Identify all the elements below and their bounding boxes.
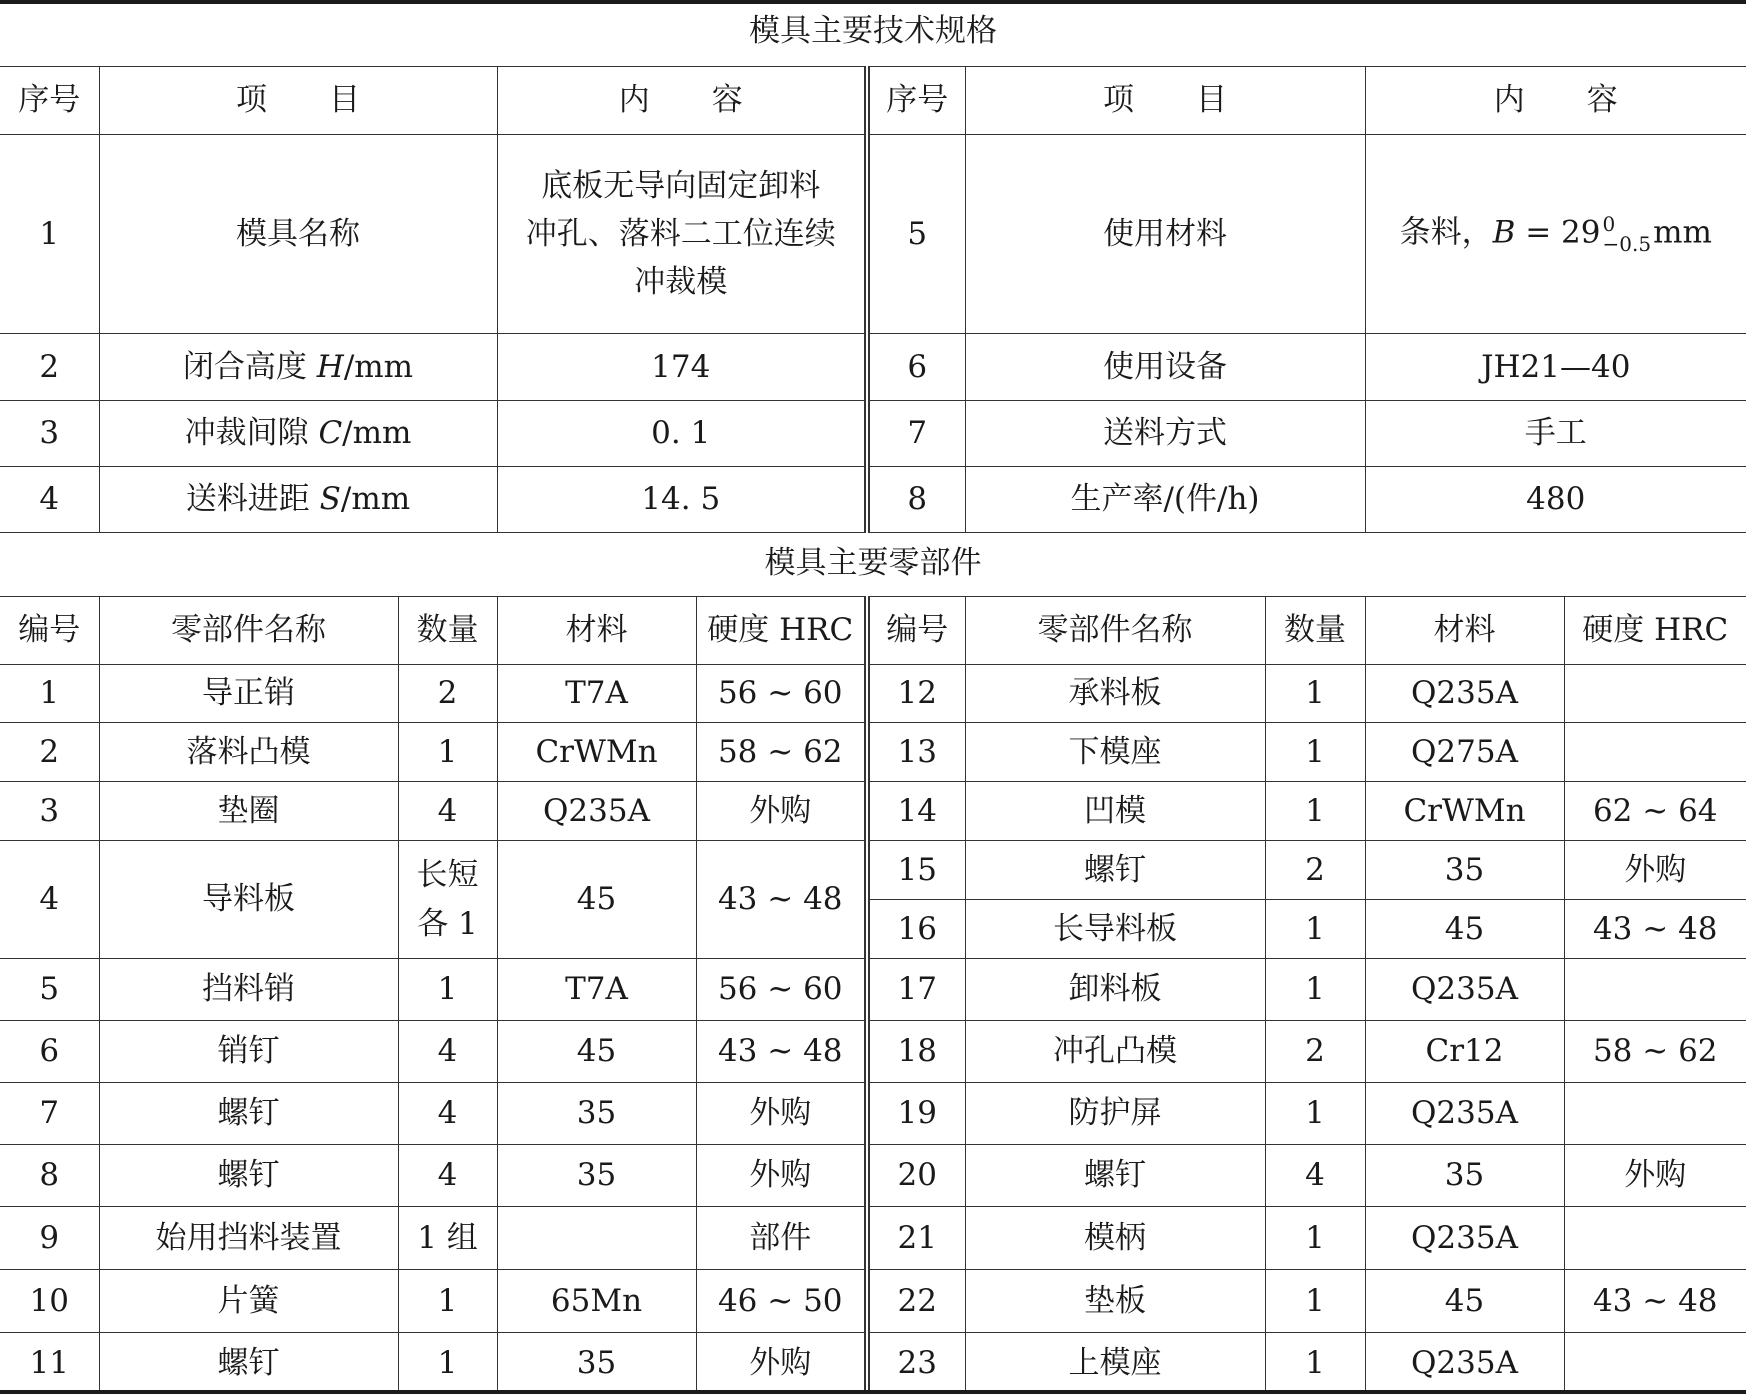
parts-row	[0, 1270, 1746, 1333]
part-hardness: 外购	[696, 1083, 867, 1145]
part-name: 凹模	[965, 782, 1265, 841]
tolerance	[1603, 214, 1652, 254]
spec-content	[497, 135, 867, 334]
part-no: 14	[867, 782, 965, 841]
part-name: 垫板	[965, 1270, 1265, 1333]
part-qty: 4	[398, 1021, 497, 1083]
part-hardness	[1564, 723, 1746, 782]
spec-item-text: 闭合高度	[182, 348, 317, 385]
part-material: 45	[1365, 900, 1564, 959]
spec-no: 2	[0, 334, 99, 401]
part-no: 22	[867, 1270, 965, 1333]
spec-content-line: 底板无导向固定卸料	[541, 167, 821, 204]
tolerance-upper: 0	[1602, 212, 1616, 236]
part-qty: 4	[398, 782, 497, 841]
parts-header-qty-2: 数量	[1265, 597, 1365, 665]
part-material: Q235A	[497, 782, 696, 841]
part-qty: 1	[1265, 665, 1365, 723]
spec-header-no-2: 序号	[867, 67, 965, 135]
part-qty-line: 各 1	[417, 905, 478, 942]
spec-item-2: 生产率/(件/h)	[965, 467, 1365, 533]
spec-item-2: 送料方式	[965, 401, 1365, 467]
part-material: 35	[497, 1145, 696, 1207]
part-qty: 1	[1265, 900, 1365, 959]
part-no: 16	[867, 900, 965, 959]
part-material: T7A	[497, 665, 696, 723]
part-material: Q235A	[1365, 665, 1564, 723]
parts-table	[0, 596, 1746, 1394]
spec-content-2: 手工	[1365, 401, 1746, 467]
part-material: CrWMn	[1365, 782, 1564, 841]
part-qty: 1	[1265, 782, 1365, 841]
spec-item-symbol: H	[316, 348, 344, 385]
part-hardness: 外购	[1564, 1145, 1746, 1207]
spec-item-unit: /mm	[342, 415, 412, 452]
part-hardness	[1564, 959, 1746, 1021]
part-qty: 4	[398, 1145, 497, 1207]
spec-no-2: 6	[867, 334, 965, 401]
spec-content-line: 冲裁模	[634, 264, 728, 301]
part-name: 螺钉	[965, 841, 1265, 900]
parts-header-hardness: 硬度 HRC	[696, 597, 867, 665]
part-name: 下模座	[965, 723, 1265, 782]
part-qty: 1	[1265, 1333, 1365, 1394]
part-hardness: 62 ~ 64	[1564, 782, 1746, 841]
spec-header-content-2: 内 容	[1365, 67, 1746, 135]
part-no: 11	[0, 1333, 99, 1394]
part-hardness: 外购	[696, 1145, 867, 1207]
spec-content: 14. 5	[497, 467, 867, 533]
spec-table	[0, 66, 1746, 533]
part-name: 导料板	[99, 841, 398, 959]
part-hardness: 56 ~ 60	[696, 665, 867, 723]
part-no: 12	[867, 665, 965, 723]
part-name: 片簧	[99, 1270, 398, 1333]
spec-item-text: 送料进距	[185, 481, 320, 518]
spec-row	[0, 135, 1746, 334]
width-symbol: B	[1492, 214, 1516, 251]
width-unit: mm	[1653, 214, 1712, 251]
spec-header-item: 项 目	[99, 67, 497, 135]
part-no: 15	[867, 841, 965, 900]
part-material: 35	[497, 1333, 696, 1394]
spec-no-2: 7	[867, 401, 965, 467]
parts-header-name: 零部件名称	[99, 597, 398, 665]
part-material: 45	[497, 841, 696, 959]
spec-content-line: 冲孔、落料二工位连续	[525, 215, 836, 252]
part-name: 螺钉	[99, 1145, 398, 1207]
part-no: 10	[0, 1270, 99, 1333]
part-hardness	[1564, 1333, 1746, 1394]
part-hardness	[1564, 665, 1746, 723]
part-hardness: 58 ~ 62	[696, 723, 867, 782]
parts-header-material-2: 材料	[1365, 597, 1564, 665]
part-hardness: 43 ~ 48	[1564, 900, 1746, 959]
part-qty: 1 组	[398, 1207, 497, 1270]
part-no: 3	[0, 782, 99, 841]
part-qty-line: 长短	[416, 857, 479, 894]
spec-content: 174	[497, 334, 867, 401]
parts-row	[0, 959, 1746, 1021]
part-name: 螺钉	[99, 1333, 398, 1394]
parts-row	[0, 1021, 1746, 1083]
bottom-rule	[0, 1390, 1746, 1394]
part-name: 长导料板	[965, 900, 1265, 959]
part-material: Q235A	[1365, 959, 1564, 1021]
parts-header-no-2: 编号	[867, 597, 965, 665]
spec-caption: 模具主要技术规格	[749, 13, 997, 49]
spec-row	[0, 467, 1746, 533]
parts-caption: 模具主要零部件	[764, 545, 982, 581]
spec-no-2: 5	[867, 135, 965, 334]
part-no: 19	[867, 1083, 965, 1145]
part-qty: 1	[1265, 723, 1365, 782]
part-qty: 1	[398, 959, 497, 1021]
part-name: 卸料板	[965, 959, 1265, 1021]
part-hardness	[1564, 1083, 1746, 1145]
part-hardness: 部件	[696, 1207, 867, 1270]
parts-header-hardness-2: 硬度 HRC	[1564, 597, 1746, 665]
part-material: Q235A	[1365, 1333, 1564, 1394]
part-no: 20	[867, 1145, 965, 1207]
spec-no: 4	[0, 467, 99, 533]
part-name: 垫圈	[99, 782, 398, 841]
part-hardness: 43 ~ 48	[696, 841, 867, 959]
parts-row	[0, 1083, 1746, 1145]
part-material: Cr12	[1365, 1021, 1564, 1083]
part-qty: 1	[1265, 959, 1365, 1021]
spec-no: 3	[0, 401, 99, 467]
part-hardness: 46 ~ 50	[696, 1270, 867, 1333]
part-material: 35	[1365, 841, 1564, 900]
part-material: Q235A	[1365, 1207, 1564, 1270]
part-qty: 2	[1265, 841, 1365, 900]
parts-row	[0, 841, 1746, 900]
spec-header-no: 序号	[0, 67, 99, 135]
spec-item	[99, 401, 497, 467]
spec-header-content: 内 容	[497, 67, 867, 135]
part-qty: 1	[398, 1270, 497, 1333]
part-no: 6	[0, 1021, 99, 1083]
spec-row	[0, 401, 1746, 467]
part-name: 螺钉	[965, 1145, 1265, 1207]
part-no: 23	[867, 1333, 965, 1394]
part-material: 45	[497, 1021, 696, 1083]
top-rule	[0, 0, 1746, 4]
part-name: 承料板	[965, 665, 1265, 723]
part-hardness: 58 ~ 62	[1564, 1021, 1746, 1083]
spec-item-symbol: S	[319, 481, 341, 518]
spec-header-item-2: 项 目	[965, 67, 1365, 135]
part-material: CrWMn	[497, 723, 696, 782]
spec-item-2: 使用材料	[965, 135, 1365, 334]
part-name: 挡料销	[99, 959, 398, 1021]
part-material: T7A	[497, 959, 696, 1021]
parts-row	[0, 1207, 1746, 1270]
part-qty: 2	[1265, 1021, 1365, 1083]
part-no: 13	[867, 723, 965, 782]
part-hardness: 外购	[1564, 841, 1746, 900]
parts-header-material: 材料	[497, 597, 696, 665]
part-qty	[398, 841, 497, 959]
width-value: = 29	[1515, 214, 1601, 251]
part-hardness: 外购	[696, 1333, 867, 1394]
part-no: 17	[867, 959, 965, 1021]
part-no: 5	[0, 959, 99, 1021]
part-hardness: 43 ~ 48	[1564, 1270, 1746, 1333]
spec-no-2: 8	[867, 467, 965, 533]
part-no: 2	[0, 723, 99, 782]
spec-content: 0. 1	[497, 401, 867, 467]
tolerance-lower: −0.5	[1602, 232, 1652, 256]
part-material: 35	[1365, 1145, 1564, 1207]
part-no: 1	[0, 665, 99, 723]
parts-header-qty: 数量	[398, 597, 497, 665]
spec-no: 1	[0, 135, 99, 334]
part-hardness: 43 ~ 48	[696, 1021, 867, 1083]
part-name: 螺钉	[99, 1083, 398, 1145]
part-qty: 4	[1265, 1145, 1365, 1207]
part-material	[497, 1207, 696, 1270]
parts-row	[0, 665, 1746, 723]
part-material: Q275A	[1365, 723, 1564, 782]
parts-header-no: 编号	[0, 597, 99, 665]
spec-content-2: 480	[1365, 467, 1746, 533]
spec-content-2: JH21—40	[1365, 334, 1746, 401]
spec-item-2: 使用设备	[965, 334, 1365, 401]
part-material: 65Mn	[497, 1270, 696, 1333]
part-name: 落料凸模	[99, 723, 398, 782]
spec-header-row	[0, 67, 1746, 135]
parts-row	[0, 1145, 1746, 1207]
spec-row	[0, 334, 1746, 401]
part-no: 18	[867, 1021, 965, 1083]
part-material: Q235A	[1365, 1083, 1564, 1145]
spec-item-unit: /mm	[340, 481, 411, 518]
parts-header-row	[0, 597, 1746, 665]
part-qty: 1	[398, 723, 497, 782]
part-name: 销钉	[99, 1021, 398, 1083]
spec-item	[99, 467, 497, 533]
part-qty: 1	[398, 1333, 497, 1394]
spec-item-symbol: C	[318, 415, 343, 452]
part-hardness	[1564, 1207, 1746, 1270]
spec-item-text: 冲裁间隙	[184, 415, 319, 452]
part-no: 4	[0, 841, 99, 959]
part-name: 导正销	[99, 665, 398, 723]
part-qty: 1	[1265, 1083, 1365, 1145]
part-no: 21	[867, 1207, 965, 1270]
part-name: 防护屏	[965, 1083, 1265, 1145]
part-name: 始用挡料装置	[99, 1207, 398, 1270]
part-no: 7	[0, 1083, 99, 1145]
part-material: 35	[497, 1083, 696, 1145]
part-material: 45	[1365, 1270, 1564, 1333]
part-hardness: 外购	[696, 782, 867, 841]
part-name: 上模座	[965, 1333, 1265, 1394]
part-no: 9	[0, 1207, 99, 1270]
parts-row	[0, 782, 1746, 841]
parts-header-name-2: 零部件名称	[965, 597, 1265, 665]
part-no: 8	[0, 1145, 99, 1207]
spec-item	[99, 334, 497, 401]
spec-item-unit: /mm	[343, 348, 414, 385]
part-hardness: 56 ~ 60	[696, 959, 867, 1021]
part-name: 冲孔凸模	[965, 1021, 1265, 1083]
part-qty: 1	[1265, 1270, 1365, 1333]
spec-content-2	[1365, 135, 1746, 334]
part-name: 模柄	[965, 1207, 1265, 1270]
part-qty: 4	[398, 1083, 497, 1145]
part-qty: 2	[398, 665, 497, 723]
material-prefix: 条料，	[1399, 214, 1493, 251]
parts-row	[0, 1333, 1746, 1394]
part-qty: 1	[1265, 1207, 1365, 1270]
spec-item: 模具名称	[99, 135, 497, 334]
parts-row	[0, 723, 1746, 782]
